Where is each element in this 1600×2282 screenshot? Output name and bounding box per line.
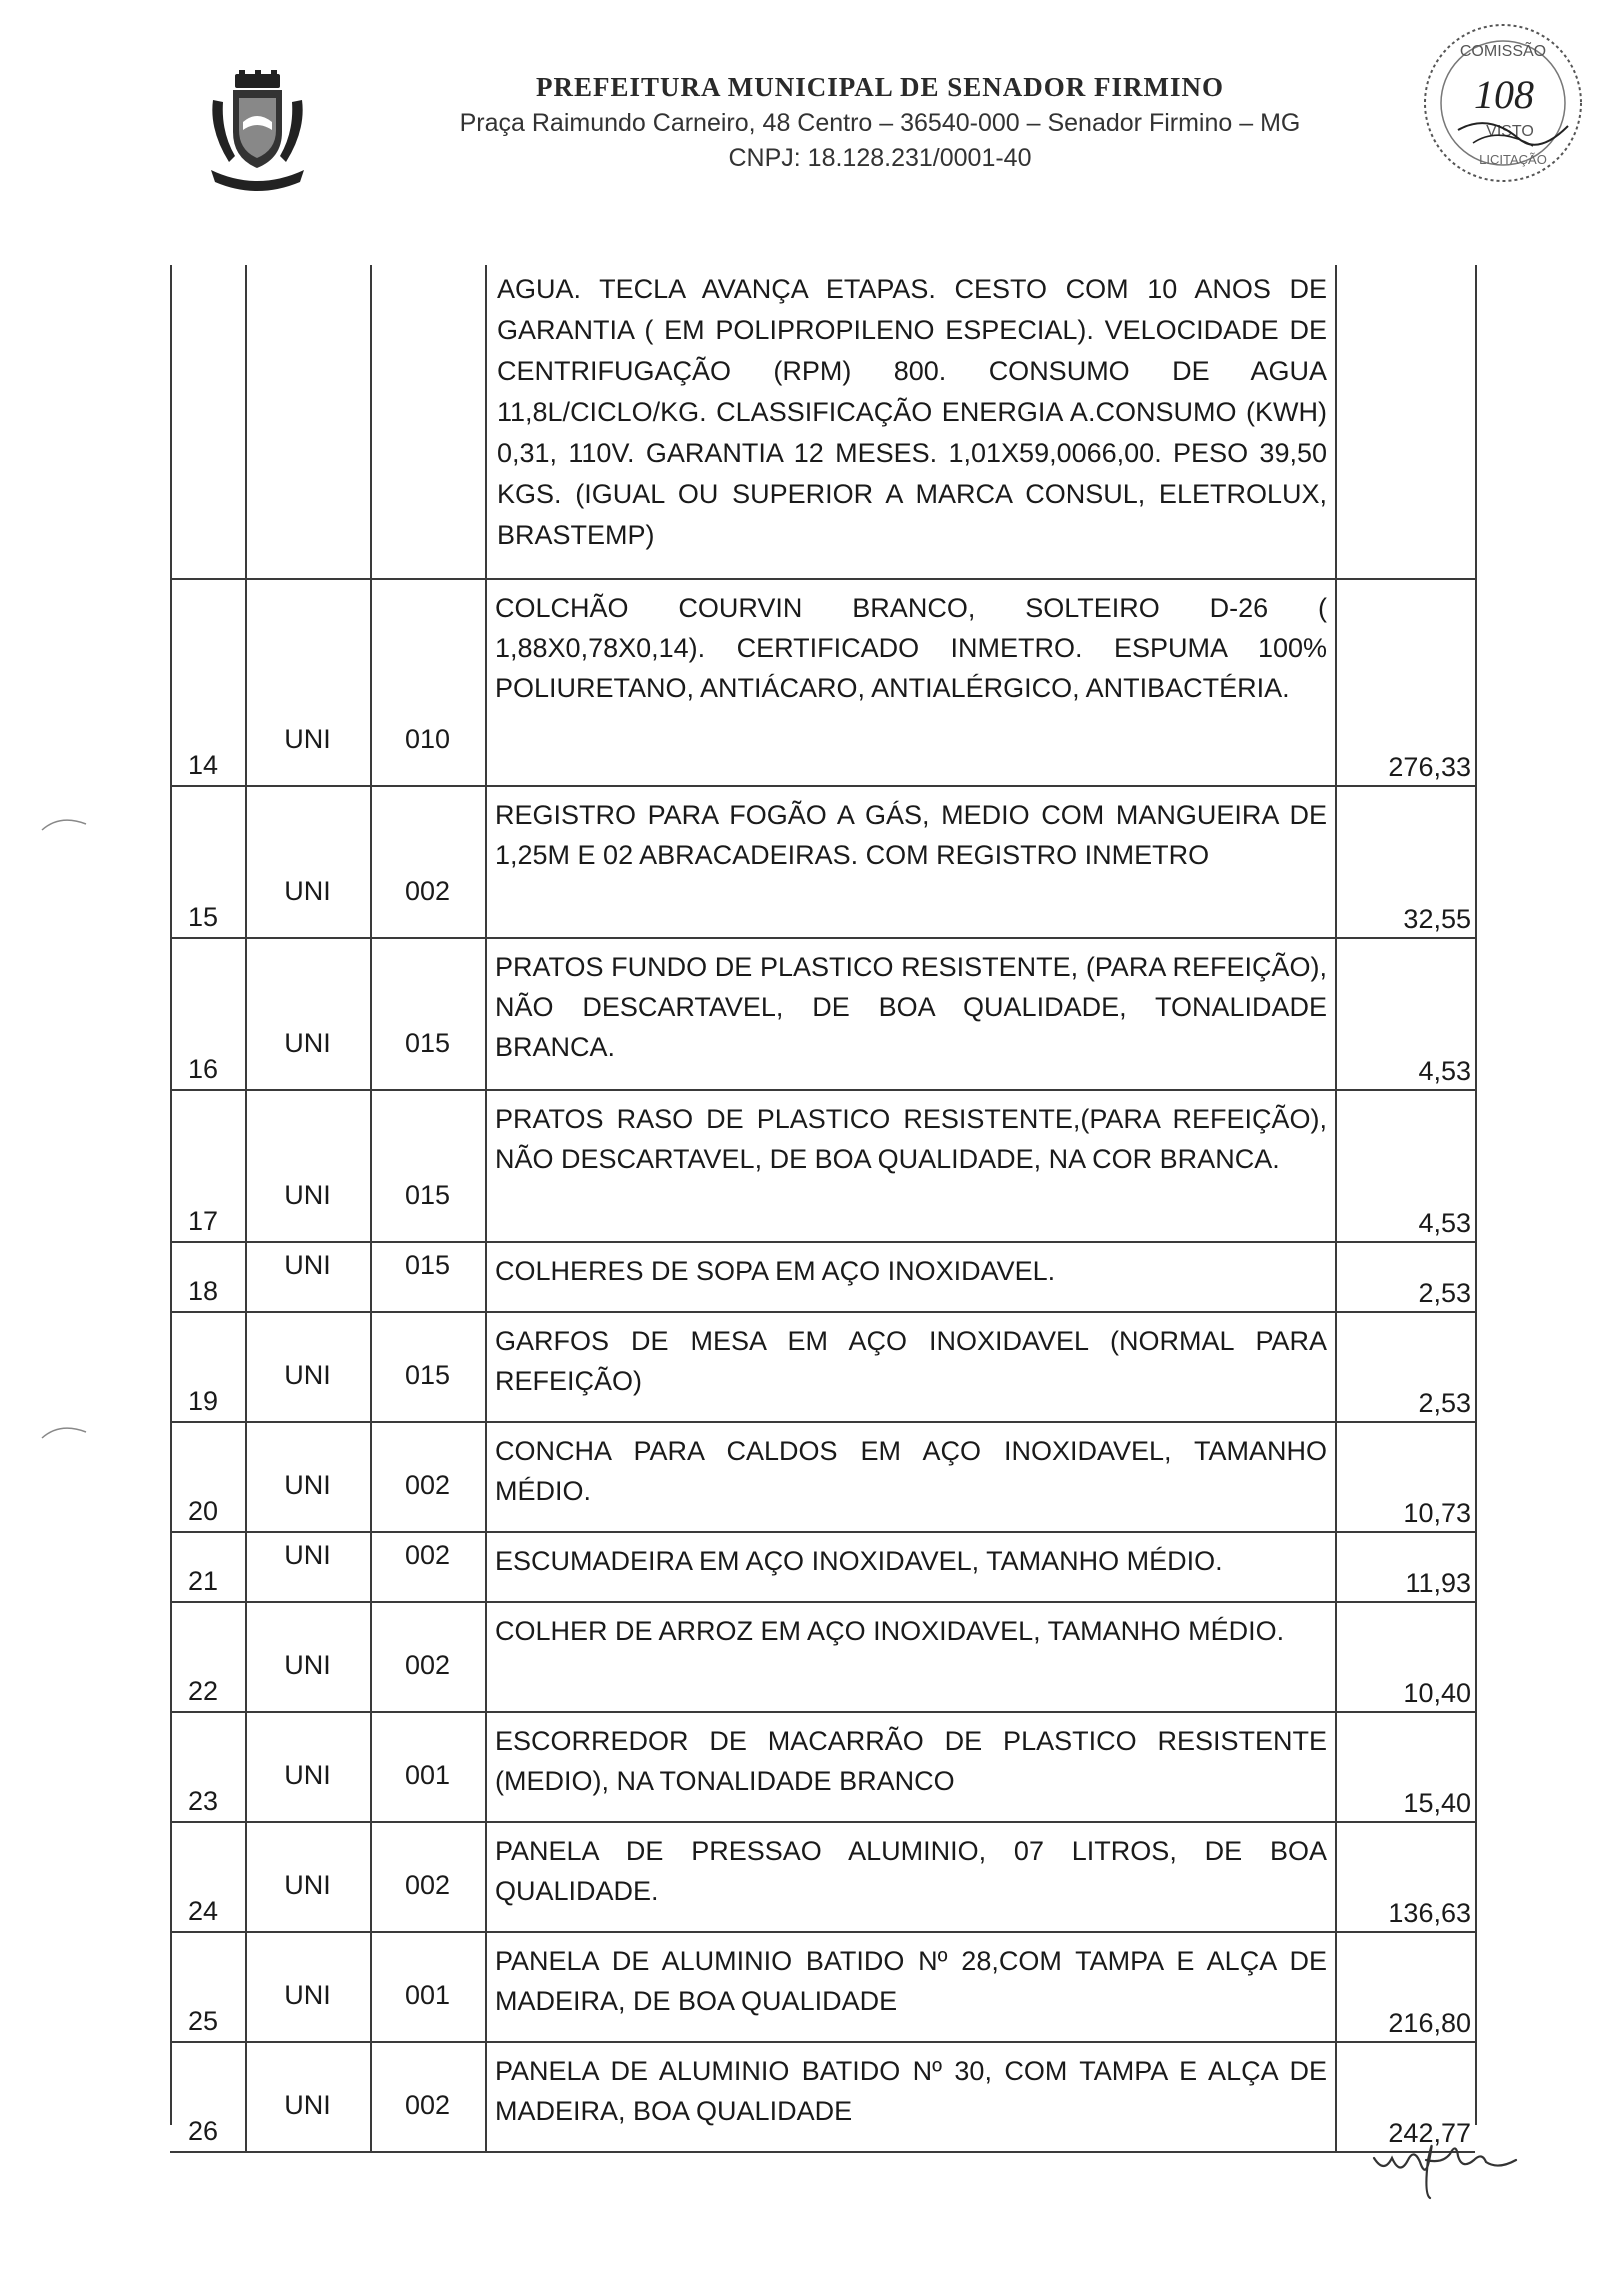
item-price: 11,93 [1405,1568,1471,1598]
item-unit: UNI [284,1870,331,1900]
item-quantity: 002 [404,1540,451,1570]
item-unit: UNI [284,2090,331,2120]
item-quantity: 001 [404,1760,451,1790]
item-price: 4,53 [1418,1208,1471,1238]
table-row [170,1713,1475,1823]
stamp-top-text: COMISSÃO [1459,43,1547,60]
item-price: 10,40 [1403,1678,1471,1708]
item-description: PANELA DE ALUMINIO BATIDO Nº 30, COM TAMPA E ALÇA DE MADEIRA, BOA QUALIDADE [495,2056,1327,2126]
item-description: REGISTRO PARA FOGÃO A GÁS, MEDIO COM MANGUEIRA DE 1,25M E 02 ABRACADEIRAS. COM REGISTRO INMETRO [495,800,1327,870]
item-unit: UNI [284,876,331,906]
item-number: 21 [188,1566,219,1596]
item-unit: UNI [284,1250,331,1280]
item-number: 19 [188,1386,219,1416]
item-description: COLHER DE ARROZ EM AÇO INOXIDAVEL, TAMANHO MÉDIO. [495,1616,1285,1646]
item-price: 15,40 [1403,1788,1471,1818]
item-description: ESCUMADEIRA EM AÇO INOXIDAVEL, TAMANHO MÉDIO. [495,1546,1223,1576]
item-number: 17 [188,1206,219,1236]
item-unit: UNI [284,1470,331,1500]
item-unit: UNI [284,1028,331,1058]
item-price: 242,77 [1388,2118,1471,2148]
stamp-mid-text: VISTO [1486,123,1534,140]
municipality-title: PREFEITURA MUNICIPAL DE SENADOR FIRMINO [535,72,1225,102]
margin-tick-mark [40,812,88,834]
table-row [170,578,1475,787]
table-body [170,578,1475,2153]
item-price: 2,53 [1418,1388,1471,1418]
item-number: 26 [188,2116,219,2146]
item-price: 136,63 [1388,1898,1471,1928]
stamp-bottom-text: LICITAÇÃO [1479,152,1547,167]
item-price: 32,55 [1403,904,1471,934]
item-quantity: 002 [404,876,451,906]
item-description: COLCHÃO COURVIN BRANCO, SOLTEIRO D-26 ( 1,88X0,78X0,14). CERTIFICADO INMETRO. ESPUMA 100% POLIURETANO, ANTIÁCARO, ANTIALÉRGICO, ANTIBACTÉRIA. [495,593,1327,703]
item-quantity: 002 [404,2090,451,2120]
items-table [170,265,1475,2148]
municipality-address: Praça Raimundo Carneiro, 48 Centro – 36540-000 – Senador Firmino – MG [459,109,1301,137]
table-row [170,1533,1475,1603]
municipality-cnpj: CNPJ: 18.128.231/0001-40 [728,144,1032,172]
item-price: 2,53 [1418,1278,1471,1308]
item-number: 24 [188,1896,219,1926]
table-row [170,1933,1475,2043]
item-unit: UNI [284,724,331,754]
table-row [170,939,1475,1091]
item-description: PANELA DE ALUMINIO BATIDO Nº 28,COM TAMPA E ALÇA DE MADEIRA, DE BOA QUALIDADE [495,1946,1327,2016]
table-row [170,1603,1475,1713]
item-price: 216,80 [1388,2008,1471,2038]
item-number: 15 [188,902,219,932]
item-unit: UNI [284,1360,331,1390]
item-unit: UNI [284,1180,331,1210]
item-number: 16 [188,1054,219,1084]
item-unit: UNI [284,1760,331,1790]
item-quantity: 002 [404,1650,451,1680]
table-row [170,787,1475,939]
item-quantity: 001 [404,1980,451,2010]
item-number: 23 [188,1786,219,1816]
item-description: CONCHA PARA CALDOS EM AÇO INOXIDAVEL, TAMANHO MÉDIO. [495,1436,1327,1506]
letterhead [380,72,1380,173]
item-quantity: 002 [404,1470,451,1500]
item-description: PANELA DE PRESSAO ALUMINIO, 07 LITROS, DE BOA QUALIDADE. [495,1836,1327,1906]
item-unit: UNI [284,1650,331,1680]
item-quantity: 015 [404,1028,451,1058]
continuation-row [170,265,1475,578]
table-row [170,1243,1475,1313]
item-number: 18 [188,1276,219,1306]
item-number: 25 [188,2006,219,2036]
item-description: ESCORREDOR DE MACARRÃO DE PLASTICO RESISTENTE (MEDIO), NA TONALIDADE BRANCO [495,1726,1327,1796]
table-row [170,1313,1475,1423]
item-price: 10,73 [1403,1498,1471,1528]
municipal-crest-icon [205,70,310,195]
item-quantity: 002 [404,1870,451,1900]
item-number: 20 [188,1496,219,1526]
item-quantity: 015 [404,1360,451,1390]
item-description: COLHERES DE SOPA EM AÇO INOXIDAVEL. [495,1256,1056,1286]
item-description: PRATOS FUNDO DE PLASTICO RESISTENTE, (PARA REFEIÇÃO), NÃO DESCARTAVEL, DE BOA QUALIDADE, TONALIDADE BRANCA. [495,952,1327,1062]
item-description: PRATOS RASO DE PLASTICO RESISTENTE,(PARA REFEIÇÃO), NÃO DESCARTAVEL, DE BOA QUALIDADE, NA COR BRANCA. [495,1104,1327,1174]
item-price: 276,33 [1388,752,1471,782]
table-row [170,1823,1475,1933]
signature-mark [1370,2130,1520,2200]
commission-stamp-icon [1418,18,1588,188]
table-row [170,1091,1475,1243]
item-unit: UNI [284,1540,331,1570]
item-number: 14 [188,750,219,780]
stamp-number: 108 [1474,72,1534,117]
table-row [170,1423,1475,1533]
item-price: 4,53 [1418,1056,1471,1086]
item-quantity: 015 [404,1180,451,1210]
item-description: GARFOS DE MESA EM AÇO INOXIDAVEL (NORMAL PARA REFEIÇÃO) [495,1326,1327,1396]
item-number: 22 [188,1676,219,1706]
item-unit: UNI [284,1980,331,2010]
item-quantity: 010 [404,724,451,754]
margin-tick-mark [40,1420,88,1442]
item-quantity: 015 [404,1250,451,1280]
continuation-description: AGUA. TECLA AVANÇA ETAPAS. CESTO COM 10 ANOS DE GARANTIA ( EM POLIPROPILENO ESPECIAL). VELOCIDADE DE CENTRIFUGAÇÃO (RPM) 800. CONSUMO DE AGUA 11,8L/CICLO/KG. CLASSIFICAÇÃO ENERGIA A.CONSUMO (KWH) 0,31, 110V. GARANTIA 12 MESES. 1,01X59,0066,00. PESO 39,50 KGS. (IGUAL OU SUPERIOR A MARCA CONSUL, ELETROLUX, BRASTEMP) [497,274,1327,550]
table-row [170,2043,1475,2153]
